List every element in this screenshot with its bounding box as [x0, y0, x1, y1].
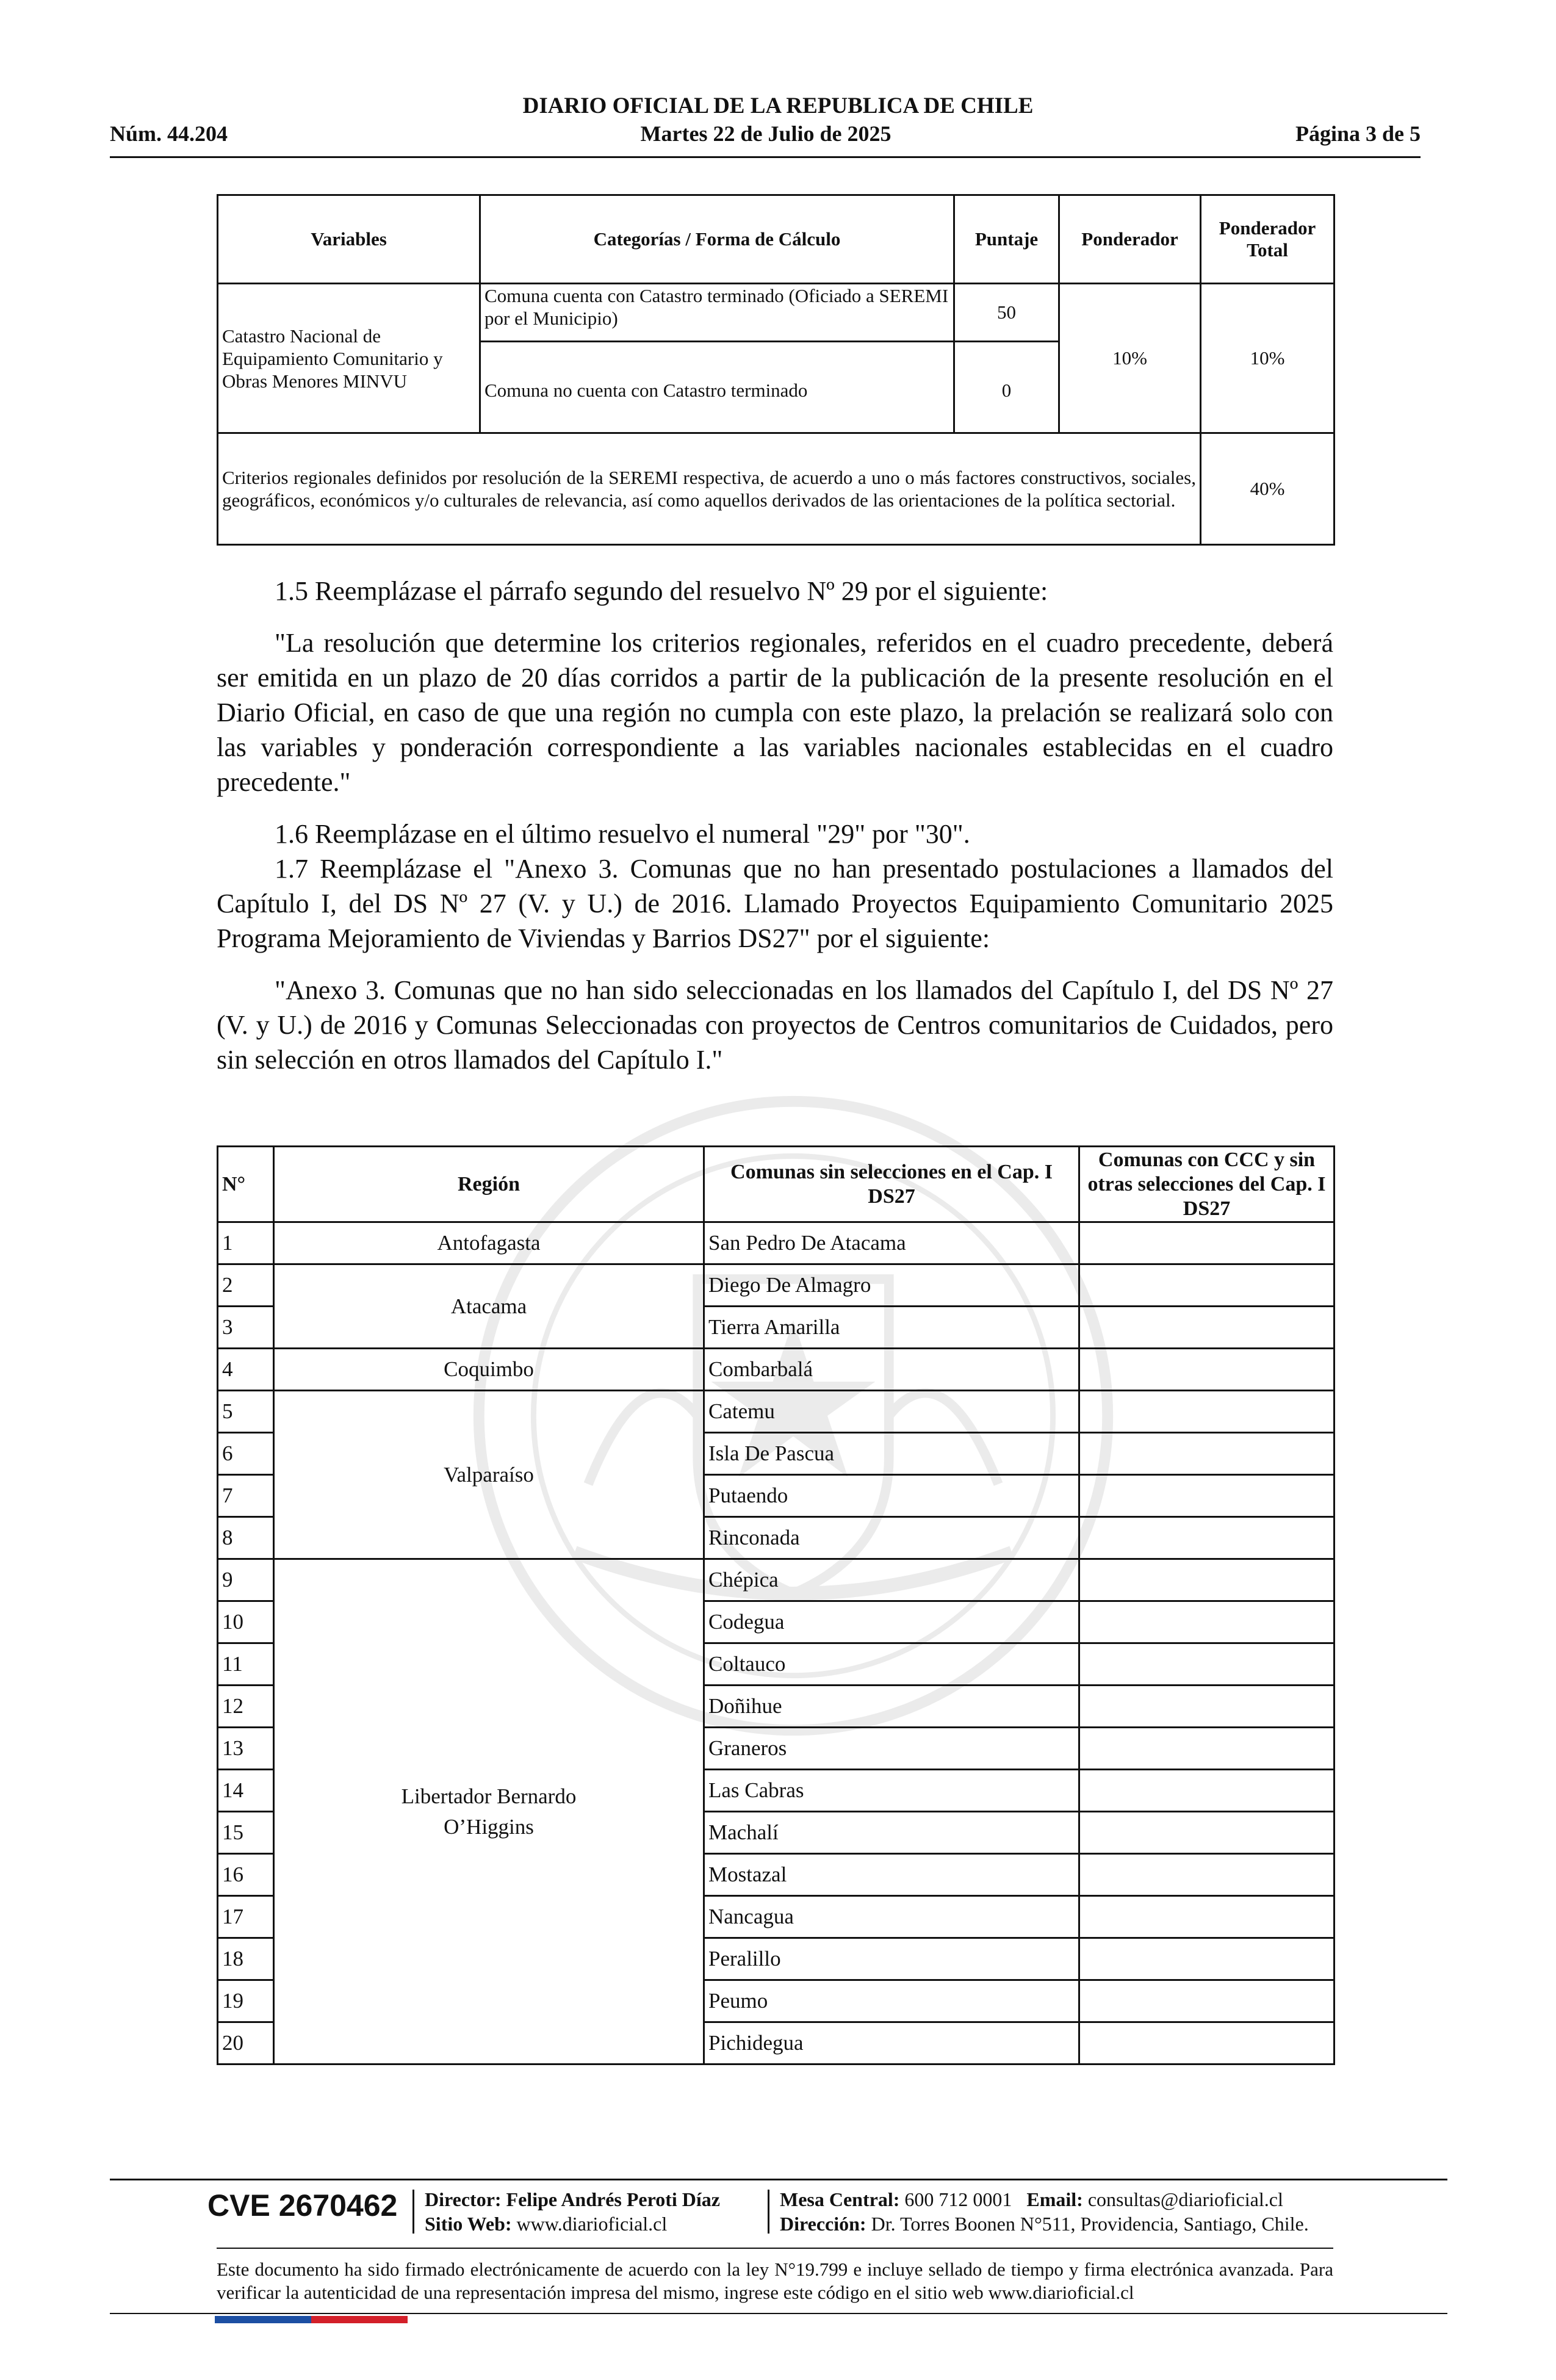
- ccc-commune-cell: [1079, 1222, 1334, 1264]
- newspaper-title: DIARIO OFICIAL DE LA REPUBLICA DE CHILE: [522, 93, 1034, 118]
- variable-cell: Catastro Nacional de Equipamiento Comunitario y Obras Menores MINVU: [218, 284, 480, 433]
- total-weight-cell: 10%: [1201, 284, 1334, 433]
- header-weight: Ponderador: [1059, 195, 1201, 284]
- row-number: 18: [218, 1938, 274, 1980]
- ccc-commune-cell: [1079, 1517, 1334, 1559]
- table-row: [218, 1559, 1334, 1601]
- phone-value: 600 712 0001: [904, 2188, 1012, 2210]
- footer-bottom-rule: [110, 2313, 1447, 2314]
- region-cell: Atacama: [274, 1264, 704, 1349]
- commune-cell: Doñihue: [704, 1686, 1079, 1728]
- header-score: Puntaje: [954, 195, 1059, 284]
- row-number: 19: [218, 1980, 274, 2022]
- header-divider: [110, 156, 1421, 158]
- ccc-commune-cell: [1079, 1854, 1334, 1896]
- email-link[interactable]: consultas@diarioficial.cl: [1087, 2188, 1283, 2210]
- commune-cell: Codegua: [704, 1601, 1079, 1643]
- row-number: 1: [218, 1222, 274, 1264]
- row-number: 12: [218, 1686, 274, 1728]
- commune-cell: Peumo: [704, 1980, 1079, 2022]
- row-number: 5: [218, 1391, 274, 1433]
- commune-cell: Putaendo: [704, 1475, 1079, 1517]
- weight-cell: 10%: [1059, 284, 1201, 433]
- header-region: Región: [274, 1147, 704, 1222]
- footer-separator: [412, 2190, 414, 2234]
- site-label: Sitio Web:: [425, 2213, 512, 2235]
- score-cell: 0: [954, 342, 1059, 433]
- address-label: Dirección:: [780, 2213, 866, 2235]
- ccc-commune-cell: [1079, 1349, 1334, 1391]
- resolution-body: [217, 574, 1333, 1077]
- footer-contact-block: [780, 2187, 1309, 2236]
- ccc-commune-cell: [1079, 1264, 1334, 1307]
- commune-cell: Rinconada: [704, 1517, 1079, 1559]
- commune-cell: Machalí: [704, 1812, 1079, 1854]
- table-row: [218, 1349, 1334, 1391]
- commune-cell: Coltauco: [704, 1643, 1079, 1686]
- region-cell: Coquimbo: [274, 1349, 704, 1391]
- table-row: [218, 1264, 1334, 1307]
- footer-director-block: [425, 2187, 720, 2236]
- commune-cell: San Pedro De Atacama: [704, 1222, 1079, 1264]
- flag-stripe-red: [311, 2316, 408, 2323]
- row-number: 6: [218, 1433, 274, 1475]
- row-number: 15: [218, 1812, 274, 1854]
- ccc-commune-cell: [1079, 1559, 1334, 1601]
- ccc-commune-cell: [1079, 1770, 1334, 1812]
- address-value: Dr. Torres Boonen N°511, Providencia, Santiago, Chile.: [871, 2213, 1309, 2235]
- regional-criteria-cell: Criterios regionales definidos por resolución de la SEREMI respectiva, de acuerdo a uno o más factores constructivos, sociales, geográficos, económicos y/o culturales de relevancia, así como aquellos derivados de las orientaciones de la política sectorial.: [218, 433, 1201, 545]
- row-number: 3: [218, 1307, 274, 1349]
- row-number: 7: [218, 1475, 274, 1517]
- header-number: N°: [218, 1147, 274, 1222]
- ccc-commune-cell: [1079, 1938, 1334, 1980]
- director-label: Director:: [425, 2188, 502, 2210]
- row-number: 10: [218, 1601, 274, 1643]
- category-cell: Comuna cuenta con Catastro terminado (Oficiado a SEREMI por el Municipio): [480, 284, 954, 342]
- ccc-commune-cell: [1079, 2022, 1334, 2064]
- commune-cell: Chépica: [704, 1559, 1079, 1601]
- commune-cell: Catemu: [704, 1391, 1079, 1433]
- commune-cell: Graneros: [704, 1728, 1079, 1770]
- ccc-commune-cell: [1079, 1686, 1334, 1728]
- row-number: 11: [218, 1643, 274, 1686]
- flag-stripe-blue: [215, 2316, 311, 2323]
- table-row: [218, 1391, 1334, 1433]
- commune-cell: Diego De Almagro: [704, 1264, 1079, 1307]
- row-number: 9: [218, 1559, 274, 1601]
- ccc-commune-cell: [1079, 1812, 1334, 1854]
- table-row: [218, 1222, 1334, 1264]
- row-number: 4: [218, 1349, 274, 1391]
- commune-cell: Isla De Pascua: [704, 1433, 1079, 1475]
- issue-date: Martes 22 de Julio de 2025: [640, 121, 891, 146]
- commune-cell: Pichidegua: [704, 2022, 1079, 2064]
- ccc-commune-cell: [1079, 1601, 1334, 1643]
- paragraph-1-5: 1.5 Reemplázase el párrafo segundo del resuelvo Nº 29 por el siguiente:: [275, 576, 1048, 606]
- paragraph-1-6: 1.6 Reemplázase en el último resuelvo el numeral "29" por "30".: [275, 819, 970, 849]
- region-cell: Valparaíso: [274, 1391, 704, 1559]
- row-number: 17: [218, 1896, 274, 1938]
- row-number: 20: [218, 2022, 274, 2064]
- header-communes-no-selection: Comunas sin selecciones en el Cap. I DS27: [704, 1147, 1079, 1222]
- score-cell: 50: [954, 284, 1059, 342]
- ccc-commune-cell: [1079, 1896, 1334, 1938]
- row-number: 13: [218, 1728, 274, 1770]
- region-cell: Libertador Bernardo O’Higgins: [274, 1559, 704, 2064]
- footer-inner-rule: [217, 2248, 1333, 2249]
- row-number: 2: [218, 1264, 274, 1307]
- footer-separator: [768, 2190, 769, 2234]
- header-total-weight: Ponderador Total: [1201, 195, 1334, 284]
- ccc-commune-cell: [1079, 1643, 1334, 1686]
- header-categories: Categorías / Forma de Cálculo: [480, 195, 954, 284]
- ccc-commune-cell: [1079, 1475, 1334, 1517]
- header-variables: Variables: [218, 195, 480, 284]
- row-number: 8: [218, 1517, 274, 1559]
- phone-label: Mesa Central:: [780, 2188, 900, 2210]
- ccc-commune-cell: [1079, 1433, 1334, 1475]
- row-number: 16: [218, 1854, 274, 1896]
- category-cell: Comuna no cuenta con Catastro terminado: [480, 342, 954, 433]
- ccc-commune-cell: [1079, 1980, 1334, 2022]
- paragraph-quote-resolution: "La resolución que determine los criterios regionales, referidos en el cuadro precedente, deberá ser emitida en un plazo de 20 días corridos a partir de la publicación de la presente resolución en el Diario Oficial, en caso de que una región no cumpla con este plazo, la prelación se realizará solo con las variables y ponderación correspondiente a las variables nacionales establecidas en el cuadro precedente.": [217, 628, 1333, 797]
- commune-cell: Combarbalá: [704, 1349, 1079, 1391]
- ccc-commune-cell: [1079, 1391, 1334, 1433]
- row-number: 14: [218, 1770, 274, 1812]
- issue-number: Núm. 44.204: [110, 121, 228, 146]
- weighting-table: [217, 194, 1335, 546]
- regional-criteria-weight: 40%: [1201, 433, 1334, 545]
- region-cell: Antofagasta: [274, 1222, 704, 1264]
- ccc-commune-cell: [1079, 1728, 1334, 1770]
- commune-cell: Peralillo: [704, 1938, 1079, 1980]
- commune-cell: Tierra Amarilla: [704, 1307, 1079, 1349]
- commune-cell: Nancagua: [704, 1896, 1079, 1938]
- signature-note: Este documento ha sido firmado electrónicamente de acuerdo con la ley N°19.799 e incluye sellado de tiempo y firma electrónica avanzada. Para verificar la autenticidad de una representación impresa del mismo, ingrese este código en el sitio web www.diarioficial.cl: [217, 2259, 1333, 2303]
- page-indicator: Página 3 de 5: [1295, 121, 1421, 146]
- director-name: Felipe Andrés Peroti Díaz: [506, 2188, 720, 2210]
- cve-code: CVE 2670462: [207, 2188, 398, 2223]
- commune-cell: Las Cabras: [704, 1770, 1079, 1812]
- footer-top-rule: [110, 2179, 1447, 2180]
- commune-cell: Mostazal: [704, 1854, 1079, 1896]
- paragraph-1-7: 1.7 Reemplázase el "Anexo 3. Comunas que no han presentado postulaciones a llamados del Capítulo I, del DS Nº 27 (V. y U.) de 2016. Llamado Proyectos Equipamiento Comunitario 2025 Programa Mejoramiento de Viviendas y Barrios DS27" por el siguiente:: [217, 854, 1333, 953]
- annex-3-table: [217, 1145, 1335, 2065]
- site-link[interactable]: www.diarioficial.cl: [516, 2213, 668, 2235]
- paragraph-annex-3: "Anexo 3. Comunas que no han sido seleccionadas en los llamados del Capítulo I, del DS Nº 27 (V. y U.) de 2016 y Comunas Seleccionadas con proyectos de Centros comunitarios de Cuidados, pero sin selección en otros llamados del Capítulo I.": [217, 975, 1333, 1075]
- email-label: Email:: [1026, 2188, 1083, 2210]
- header-communes-ccc: Comunas con CCC y sin otras selecciones del Cap. I DS27: [1079, 1147, 1334, 1222]
- ccc-commune-cell: [1079, 1307, 1334, 1349]
